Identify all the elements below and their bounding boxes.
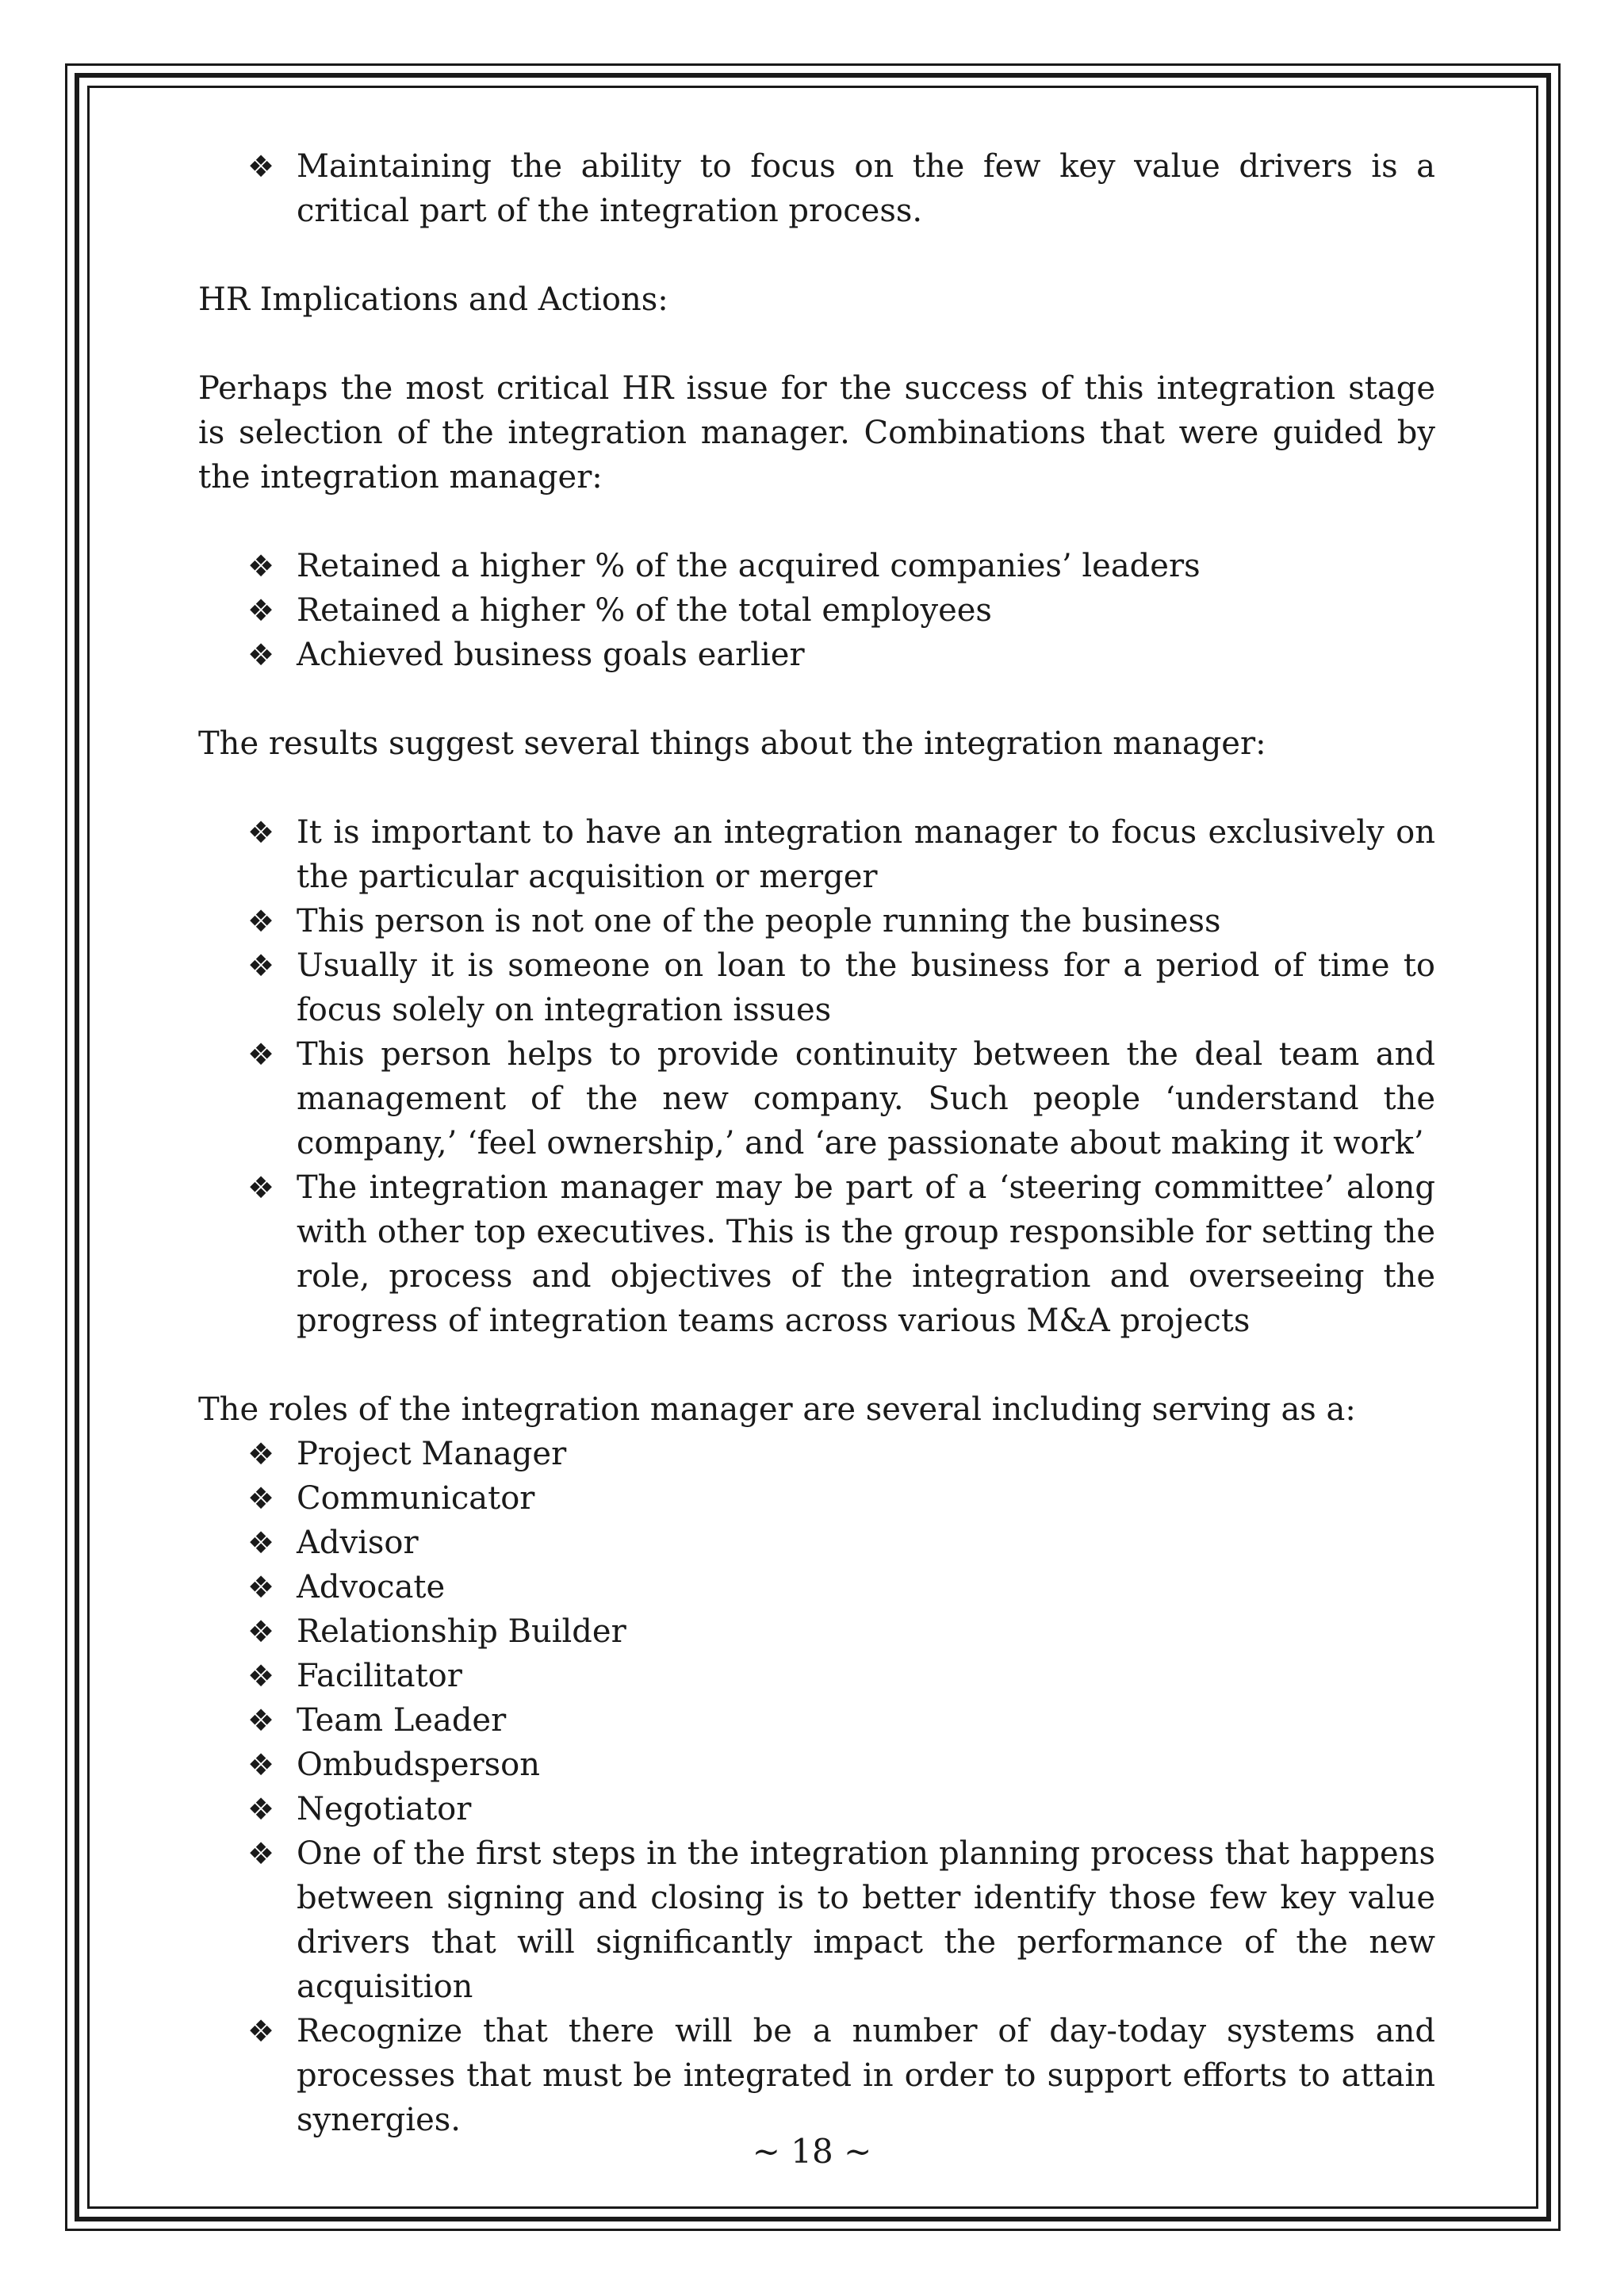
list-item-text: It is important to have an integration manager to focus exclusively on the particular acquisition or merger: [297, 814, 1435, 895]
list-item-text: The integration manager may be part of a ‘steering committee’ along with other top executives. This is the group responsible for setting the role, process and objectives of the integration and overseeing the progress of integration teams across various M&A projects: [297, 1169, 1435, 1339]
diamond-bullet-icon: ❖: [247, 1437, 275, 1471]
list-item-text: Facilitator: [297, 1658, 462, 1694]
diamond-bullet-icon: ❖: [247, 1747, 275, 1782]
list-item: [198, 1831, 1435, 2009]
diamond-bullet-icon: ❖: [247, 1481, 275, 1516]
diamond-bullet-icon: ❖: [247, 549, 275, 584]
diamond-bullet-icon: ❖: [247, 948, 275, 983]
diamond-bullet-icon: ❖: [247, 904, 275, 939]
section-heading: HR Implications and Actions:: [198, 281, 668, 318]
list-item: [198, 544, 1435, 588]
diamond-bullet-icon: ❖: [247, 815, 275, 850]
hr-paragraph: Perhaps the most critical HR issue for the success of this integration stage is selection of the integration manager. Combinations that were guided by the integration manager:: [198, 370, 1435, 496]
list-item-text: Team Leader: [297, 1702, 507, 1739]
diamond-bullet-icon: ❖: [247, 1703, 275, 1738]
diamond-bullet-icon: ❖: [247, 593, 275, 628]
list-item: [198, 1032, 1435, 1165]
list-item-text: Usually it is someone on loan to the business for a period of time to focus solely on integration issues: [297, 947, 1435, 1028]
results-bullet-list: [198, 810, 1435, 1343]
list-item: [198, 810, 1435, 899]
page-number: ~ 18 ~: [752, 2132, 872, 2171]
list-item-text: Achieved business goals earlier: [297, 637, 805, 673]
list-item-text: Advocate: [297, 1569, 446, 1605]
diamond-bullet-icon: ❖: [247, 149, 275, 184]
page-content: [198, 144, 1435, 2142]
diamond-bullet-icon: ❖: [247, 1836, 275, 1871]
list-item-text: Relationship Builder: [297, 1613, 626, 1650]
list-item-text: Communicator: [297, 1480, 535, 1517]
list-item: [198, 899, 1435, 943]
diamond-bullet-icon: ❖: [247, 2014, 275, 2049]
list-item: [198, 1743, 1435, 1787]
list-item-text: Project Manager: [297, 1436, 567, 1472]
list-item-text: Retained a higher % of the acquired companies’ leaders: [297, 548, 1201, 584]
diamond-bullet-icon: ❖: [247, 1570, 275, 1605]
list-item: [198, 588, 1435, 633]
roles-bullet-list: [198, 1432, 1435, 2142]
list-item: [198, 1654, 1435, 1698]
list-item: [198, 633, 1435, 677]
list-item-text: This person is not one of the people running the business: [297, 903, 1221, 939]
results-paragraph: The results suggest several things about the integration manager:: [198, 725, 1266, 762]
list-item: [198, 1476, 1435, 1521]
list-item-text: Advisor: [297, 1525, 419, 1561]
diamond-bullet-icon: ❖: [247, 1037, 275, 1072]
list-item: [198, 1609, 1435, 1654]
list-item: [198, 1565, 1435, 1609]
list-item: [198, 1698, 1435, 1743]
diamond-bullet-icon: ❖: [247, 1659, 275, 1693]
list-item-text: Recognize that there will be a number of day-today systems and processes that must be integrated in order to support efforts to attain synergies.: [297, 2013, 1435, 2138]
diamond-bullet-icon: ❖: [247, 1614, 275, 1649]
list-item: [198, 943, 1435, 1032]
diamond-bullet-icon: ❖: [247, 1792, 275, 1827]
intro-bullet-list: [198, 144, 1435, 233]
list-item-text: One of the first steps in the integration planning process that happens between signing and closing is to better identify those few key value drivers that will significantly impact the performance of the new acquisition: [297, 1835, 1435, 2005]
diamond-bullet-icon: ❖: [247, 1525, 275, 1560]
diamond-bullet-icon: ❖: [247, 637, 275, 672]
list-item-text: This person helps to provide continuity between the deal team and management of the new company. Such people ‘understand the company,’ ‘feel ownership,’ and ‘are passionate about making it work’: [297, 1036, 1435, 1161]
list-item: [198, 1165, 1435, 1343]
list-item-text: Ombudsperson: [297, 1747, 540, 1783]
list-item-text: Maintaining the ability to focus on the few key value drivers is a critical part of the integration process.: [297, 148, 1435, 229]
list-item-text: Negotiator: [297, 1791, 472, 1827]
diamond-bullet-icon: ❖: [247, 1170, 275, 1205]
list-item-text: Retained a higher % of the total employees: [297, 592, 992, 629]
roles-paragraph: The roles of the integration manager are several including serving as a:: [198, 1391, 1356, 1428]
list-item: [198, 144, 1435, 233]
list-item: [198, 2009, 1435, 2142]
guided-bullet-list: [198, 544, 1435, 677]
list-item: [198, 1521, 1435, 1565]
list-item: [198, 1432, 1435, 1476]
list-item: [198, 1787, 1435, 1831]
